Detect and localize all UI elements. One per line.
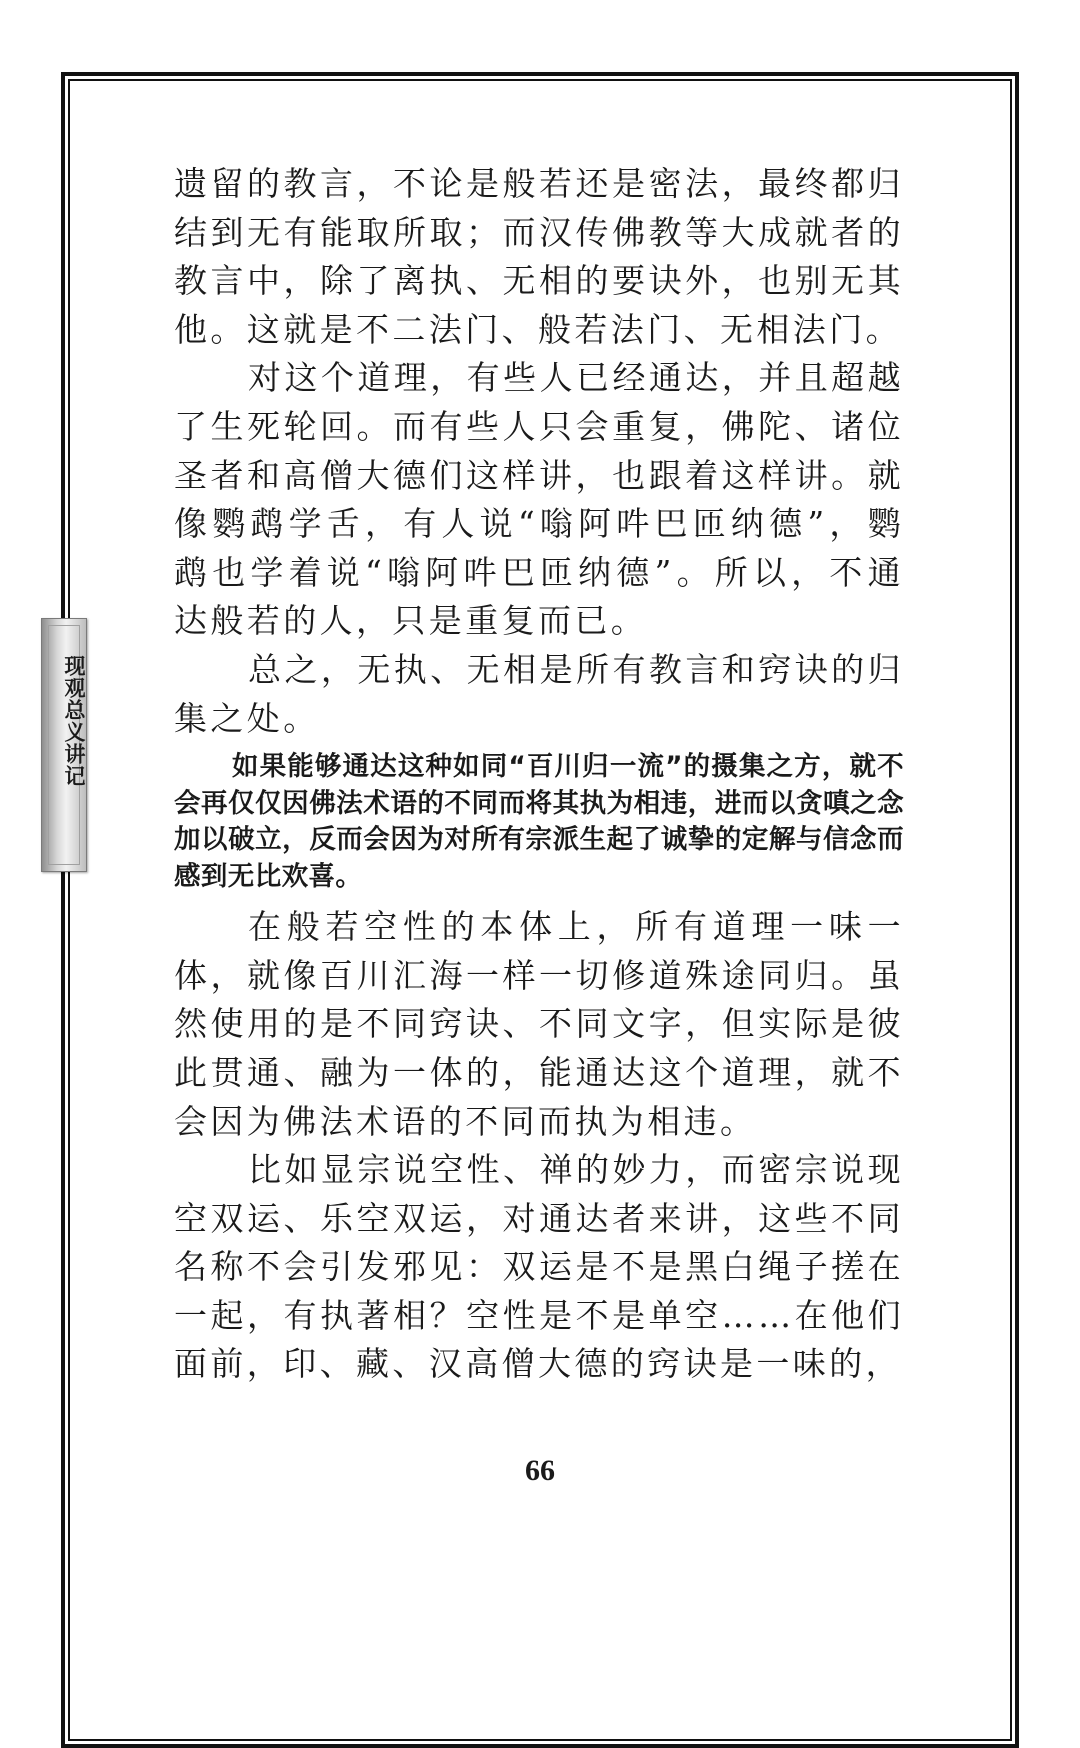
paragraph: 对这个道理，有些人已经通达，并且超越了生死轮回。而有些人只会重复，佛陀、诸位圣者和高僧大德们这样讲，也跟着这样讲。就像鹦鹉学舌，有人说“嗡阿吽巴匝纳德”，鹦鹉也学着说“嗡阿吽巴匝纳德”。所以，不通达般若的人，只是重复而已。 (174, 358, 904, 641)
page-content (174, 160, 904, 1389)
page-number: 66 (525, 1454, 555, 1487)
side-tab (41, 618, 87, 872)
paragraph: 遗留的教言，不论是般若还是密法，最终都归结到无有能取所取；而汉传佛教等大成就者的教言中，除了离执、无相的要诀外，也别无其他。这就是不二法门、般若法门、无相法门。 (174, 164, 904, 349)
paragraph: 总之，无执、无相是所有教言和窍诀的归集之处。 (174, 649, 904, 738)
book-title: 现观总义讲记 (62, 655, 87, 787)
root-text-paragraph: 如果能够通达这种如同“百川归一流”的摄集之方，就不会再仅仅因佛法术语的不同而将其执为相违，进而以贪嗔之念加以破立，反而会因为对所有宗派生起了诚挚的定解与信念而感到无比欢喜。 (174, 751, 904, 892)
paragraph: 比如显宗说空性、禅的妙力，而密宗说现空双运、乐空双运，对通达者来讲，这些不同名称不会引发邪见：双运是不是黑白绳子搓在一起，有执著相？空性是不是单空……在他们面前，印、藏、汉高僧大德的窍诀是一味的， (174, 1150, 904, 1384)
paragraph: 在般若空性的本体上，所有道理一味一体，就像百川汇海一样一切修道殊途同归。虽然使用的是不同窍诀、不同文字，但实际是彼此贯通、融为一体的，能通达这个道理，就不会因为佛法术语的不同而执为相违。 (174, 907, 904, 1141)
